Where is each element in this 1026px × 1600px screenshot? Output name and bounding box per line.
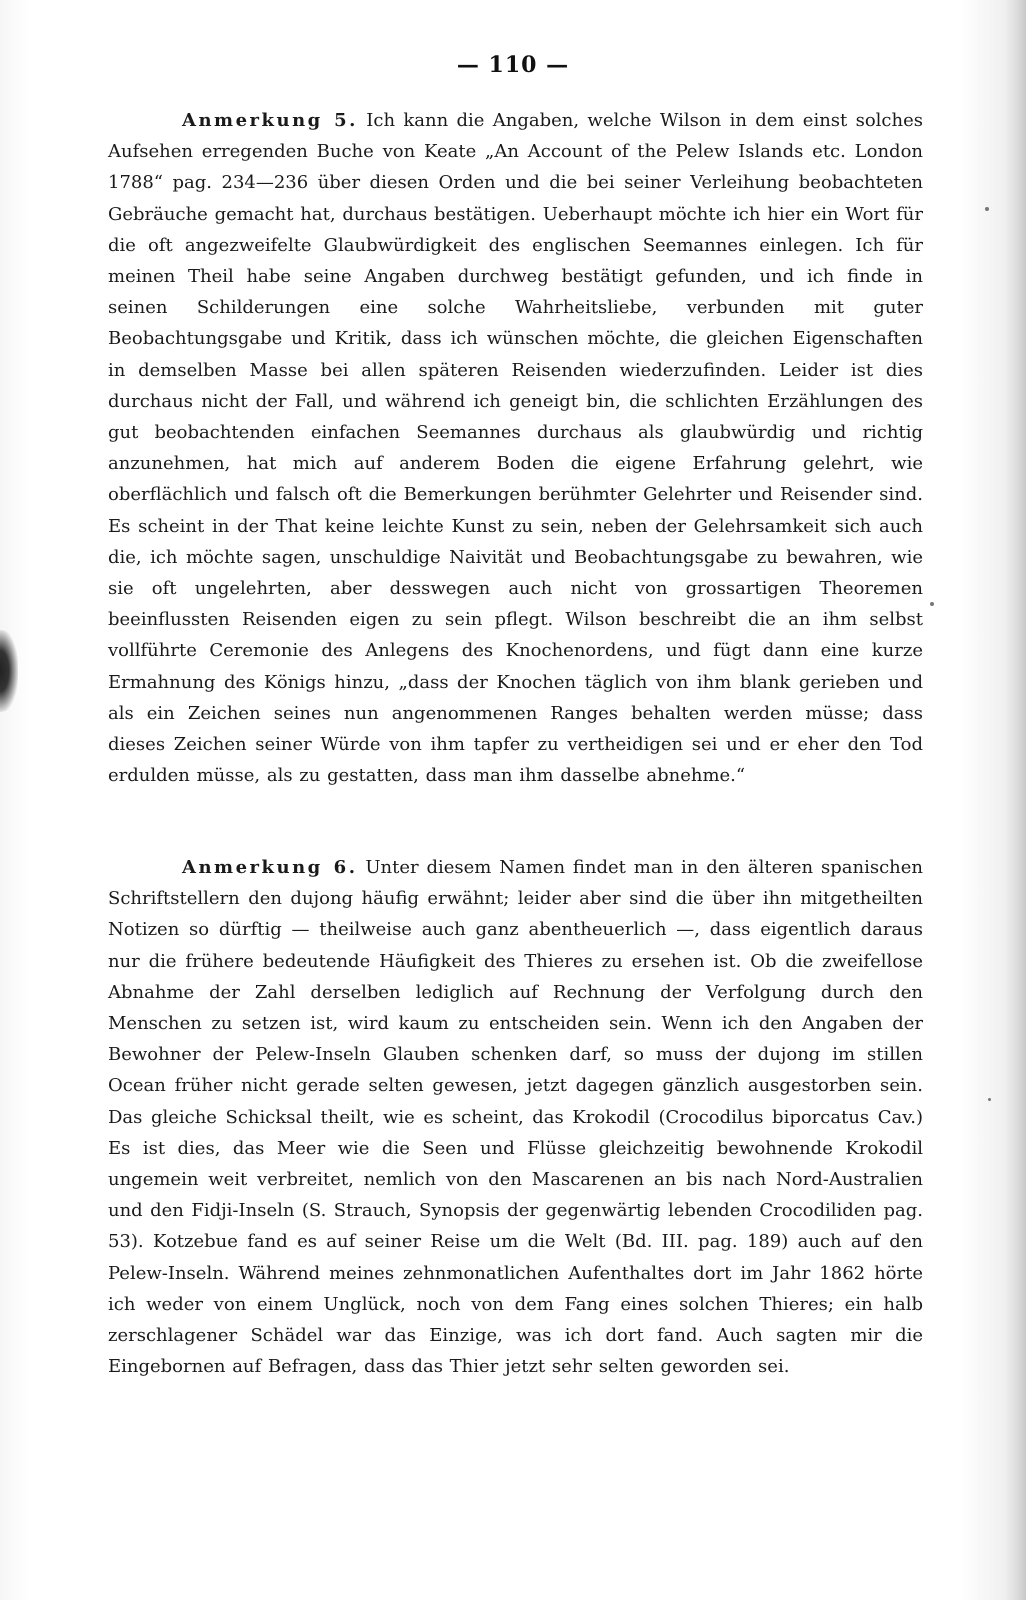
note-5 <box>108 105 923 791</box>
note-paragraph <box>108 105 923 791</box>
binding-mark <box>0 630 18 712</box>
page-number: — 110 — <box>456 52 570 78</box>
note-label: Anmerkung 6. <box>182 857 358 878</box>
note-label: Anmerkung 5. <box>182 110 358 131</box>
note-6 <box>108 852 923 1382</box>
page-edge-shadow <box>1004 0 1026 1600</box>
scan-speck <box>930 602 934 606</box>
note-text: Ich kann die Angaben, welche Wilson in dem einst solches Aufsehen erregenden Buche von Keate „An Account of the Pelew Islands etc. London 1788“ pag. 234—236 über diesen Orden und die bei seiner Verleihung beobachteten Gebräuche gemacht hat, durchaus bestätigen. Ueberhaupt möchte ich hier ein Wort für die oft angezweifelte Glaubwürdigkeit des englischen Seemannes einlegen. Ich für meinen Theil habe seine Angaben durchweg bestätigt gefunden, und ich finde in seinen Schilderungen eine solche Wahrheitsliebe, verbunden mit guter Beobachtungsgabe und Kritik, dass ich wünschen möchte, die gleichen Eigenschaften in demselben Masse bei allen späteren Reisenden wiederzufinden. Leider ist dies durchaus nicht der Fall, und während ich geneigt bin, die schlichten Erzählungen des gut beobachtenden einfachen Seemannes durchaus als glaubwürdig und richtig anzunehmen, hat mich auf anderem Boden die eigene Erfahrung gelehrt, wie oberflächlich und falsch oft die Bemerkungen berühmter Gelehrter und Reisender sind. Es scheint in der That keine leichte Kunst zu sein, neben der Gelehrsamkeit sich auch die, ich möchte sagen, unschuldige Naivität und Beobachtungsgabe zu bewahren, wie sie oft ungelehrten, aber desswegen auch nicht von grossartigen Theoremen beeinflussten Reisenden eigen zu sein pflegt. Wilson beschreibt die an ihm selbst vollführte Ceremonie des Anlegens des Knochenordens, und fügt dann eine kurze Ermahnung des Königs hinzu, „dass der Knochen täglich von ihm blank gerieben und als ein Zeichen seines nun angenommenen Ranges behalten werden müsse; dass dieses Zeichen seiner Würde von ihm tapfer zu vertheidigen sei und er eher den Tod erdulden müsse, als zu gestatten, dass man ihm dasselbe abnehme.“ <box>108 110 923 787</box>
note-paragraph <box>108 852 923 1382</box>
note-text: Unter diesem Namen findet man in den älteren spanischen Schriftstellern den dujong häufig erwähnt; leider aber sind die über ihn mitgetheilten Notizen so dürftig — theilweise auch ganz abentheuerlich —, dass eigentlich daraus nur die frühere bedeutende Häufigkeit des Thieres zu ersehen ist. Ob die zweifellose Abnahme der Zahl derselben lediglich auf Rechnung der Verfolgung durch den Menschen zu setzen ist, wird kaum zu entscheiden sein. Wenn ich den Angaben der Bewohner der Pelew-Inseln Glauben schenken darf, so muss der dujong im stillen Ocean früher nicht gerade selten gewesen, jetzt dagegen gänzlich ausgestorben sein. Das gleiche Schicksal theilt, wie es scheint, das Krokodil (Crocodilus biporcatus Cav.) Es ist dies, das Meer wie die Seen und Flüsse gleichzeitig bewohnende Krokodil ungemein weit verbreitet, nemlich von den Mascarenen an bis nach Nord-Australien und den Fidji-Inseln (S. Strauch, Synopsis der gegenwärtig lebenden Crocodiliden pag. 53). Kotzebue fand es auf seiner Reise um die Welt (Bd. III. pag. 189) auch auf den Pelew-Inseln. Während meines zehnmonatlichen Aufenthaltes dort im Jahr 1862 hörte ich weder von einem Unglück, noch von dem Fang eines solchen Thieres; ein halb zerschlagener Schädel war das Einzige, was ich dort fand. Auch sagten mir die Eingebornen auf Befragen, dass das Thier jetzt sehr selten geworden sei. <box>108 857 923 1378</box>
scan-speck <box>985 207 989 211</box>
scan-speck <box>988 1098 991 1101</box>
